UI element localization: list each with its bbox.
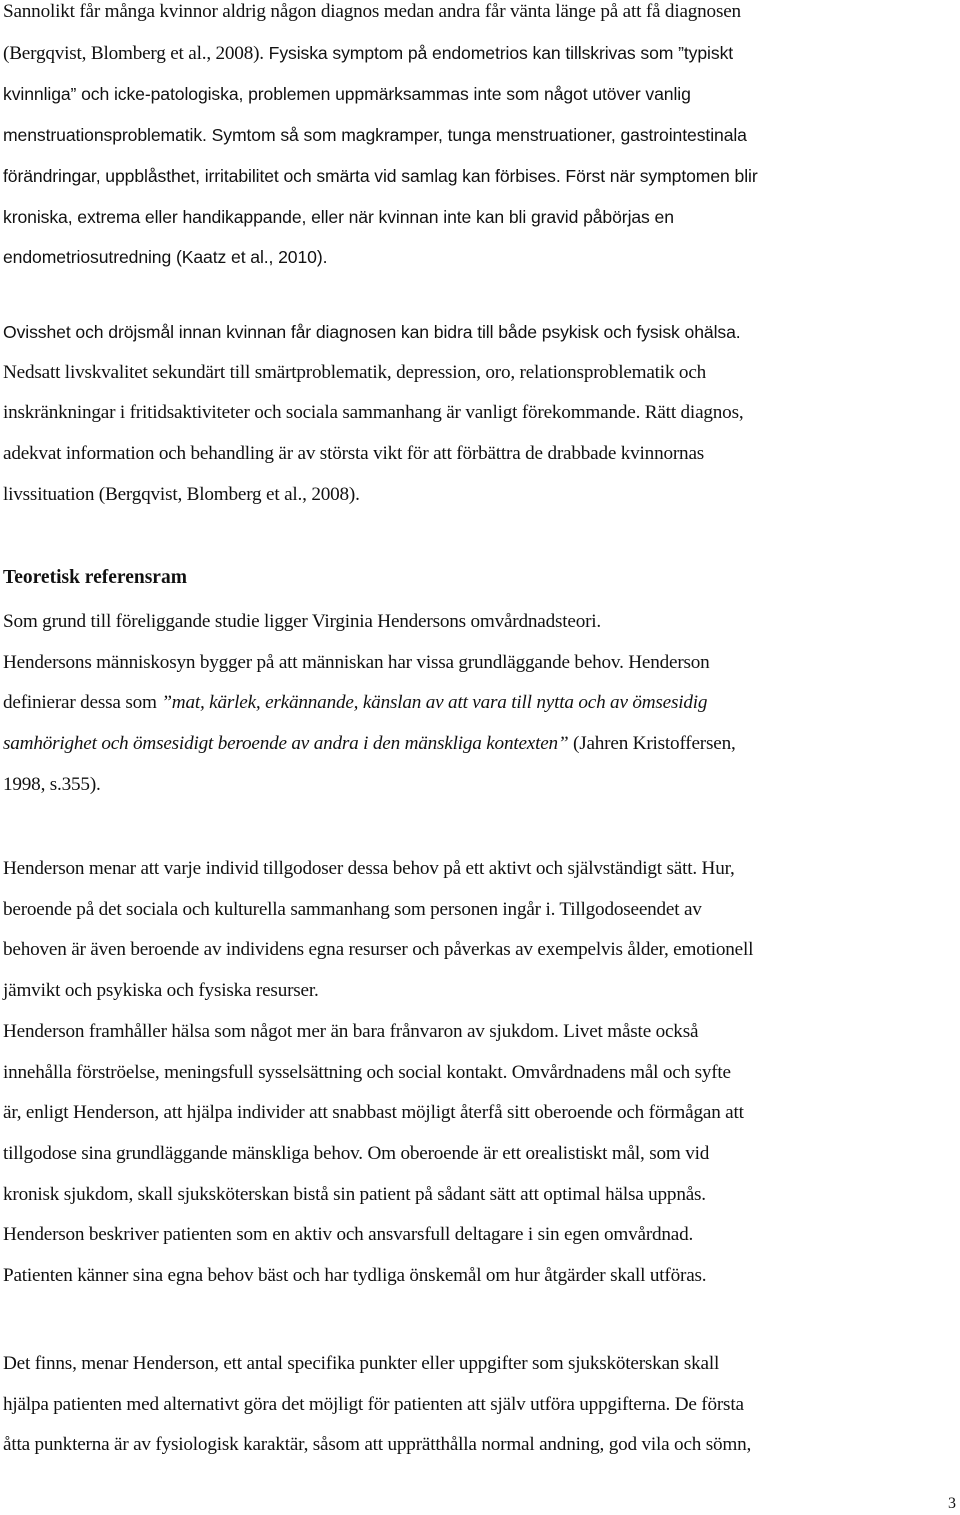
text-segment: definierar dessa som: [3, 692, 162, 714]
text-line: [3, 33, 758, 75]
text-line: menstruationsproblematik. Symtom så som magkramper, tunga menstruationer, gastrointestinala: [3, 125, 747, 146]
text-line: innehålla förströelse, meningsfull sysselsättning och social kontakt. Omvårdnadens mål och syfte: [3, 1061, 731, 1083]
text-segment: Fysiska symptom på endometrios kan tillskrivas som ”typiskt: [263, 42, 734, 63]
text-line: Sannolikt får många kvinnor aldrig någon diagnos medan andra får vänta länge på att få diagnosen: [3, 1, 741, 22]
text-line: hjälpa patienten med alternativt göra det möjligt för patienten att själv utföra uppgifterna. De första: [3, 1393, 744, 1415]
paragraph-specific-tasks: [3, 1344, 751, 1466]
text-line: [3, 724, 736, 765]
paragraph-diagnosis-delay: [3, 0, 758, 278]
text-line: Patienten känner sina egna behov bäst och har tydliga önskemål om hur åtgärder skall utföras.: [3, 1265, 707, 1287]
text-line: är, enligt Henderson, att hjälpa individer att snabbast möjligt återfå sitt oberoende och förmågan att: [3, 1102, 744, 1124]
text-line: livssituation (Bergqvist, Blomberg et al., 2008).: [3, 483, 360, 505]
text-line: Henderson beskriver patienten som en aktiv och ansvarsfull deltagare i sin egen omvårdnad.: [3, 1224, 694, 1246]
text-line: jämvikt och psykiska och fysiska resurser.: [3, 980, 319, 1002]
text-line: Henderson menar att varje individ tillgodoser dessa behov på ett aktivt och självständigt sätt. Hur,: [3, 858, 735, 879]
page-number: 3: [948, 1495, 956, 1512]
text-line: Det finns, menar Henderson, ett antal specifika punkter eller uppgifter som sjuksköterskan skall: [3, 1353, 720, 1374]
quote-text: ”mat, kärlek, erkännande, känslan av att vara till nytta och av ömsesidig: [161, 692, 708, 714]
section-heading: Teoretisk referensram: [3, 567, 187, 588]
quote-text: samhörighet och ömsesidigt beroende av andra i den mänskliga kontexten”: [3, 733, 569, 755]
citation: (Bergqvist, Blomberg et al., 2008).: [3, 42, 264, 64]
text-line: tillgodose sina grundläggande mänskliga behov. Om oberoende är ett orealistiskt mål, som vid: [3, 1142, 710, 1164]
text-line: 1998, s.355).: [3, 773, 101, 795]
paragraph-henderson-needs: [3, 849, 753, 1297]
text-line: kroniska, extrema eller handikappande, eller när kvinnan inte kan bli gravid påbörjas en: [3, 206, 674, 227]
text-line: förändringar, uppblåsthet, irritabilitet och smärta vid samlag kan förbises. Först när symptomen blir: [3, 165, 758, 186]
text-line: åtta punkterna är av fysiologisk karaktär, såsom att upprätthålla normal andning, god vila och sömn,: [3, 1434, 752, 1456]
text-line: Som grund till föreliggande studie ligger Virginia Hendersons omvårdnadsteori.: [3, 611, 602, 632]
text-line: behoven är även beroende av individens egna resurser och påverkas av exempelvis ålder, emotionell: [3, 939, 754, 961]
text-line: [3, 683, 736, 724]
text-line: beroende på det sociala och kulturella sammanhang som personen ingår i. Tillgodoseendet av: [3, 898, 702, 920]
text-line: Ovisshet och dröjsmål innan kvinnan får diagnosen kan bidra till både psykisk och fysisk ohälsa.: [3, 322, 741, 342]
text-line: inskränkningar i fritidsaktiviteter och sociala sammanhang är vanligt förekommande. Rätt diagnos,: [3, 402, 744, 424]
paragraph-theory: [3, 602, 736, 806]
text-line: Henderson framhåller hälsa som något mer än bara frånvaron av sjukdom. Livet måste också: [3, 1020, 699, 1042]
citation: (Jahren Kristoffersen,: [568, 733, 736, 755]
text-line: adekvat information och behandling är av största vikt för att förbättra de drabbade kvinnornas: [3, 443, 705, 465]
paragraph-uncertainty: [3, 312, 743, 516]
text-line: endometriosutredning (Kaatz et al., 2010).: [3, 247, 328, 268]
text-line: Nedsatt livskvalitet sekundärt till smärtproblematik, depression, oro, relationsproblematik och: [3, 361, 707, 383]
text-line: kvinnliga” och icke-patologiska, problemen uppmärksammas inte som något utöver vanlig: [3, 84, 691, 105]
text-line: Hendersons människosyn bygger på att människan har vissa grundläggande behov. Henderson: [3, 651, 710, 673]
text-line: kronisk sjukdom, skall sjuksköterskan bistå sin patient på sådant sätt att optimal hälsa uppnås.: [3, 1183, 706, 1205]
